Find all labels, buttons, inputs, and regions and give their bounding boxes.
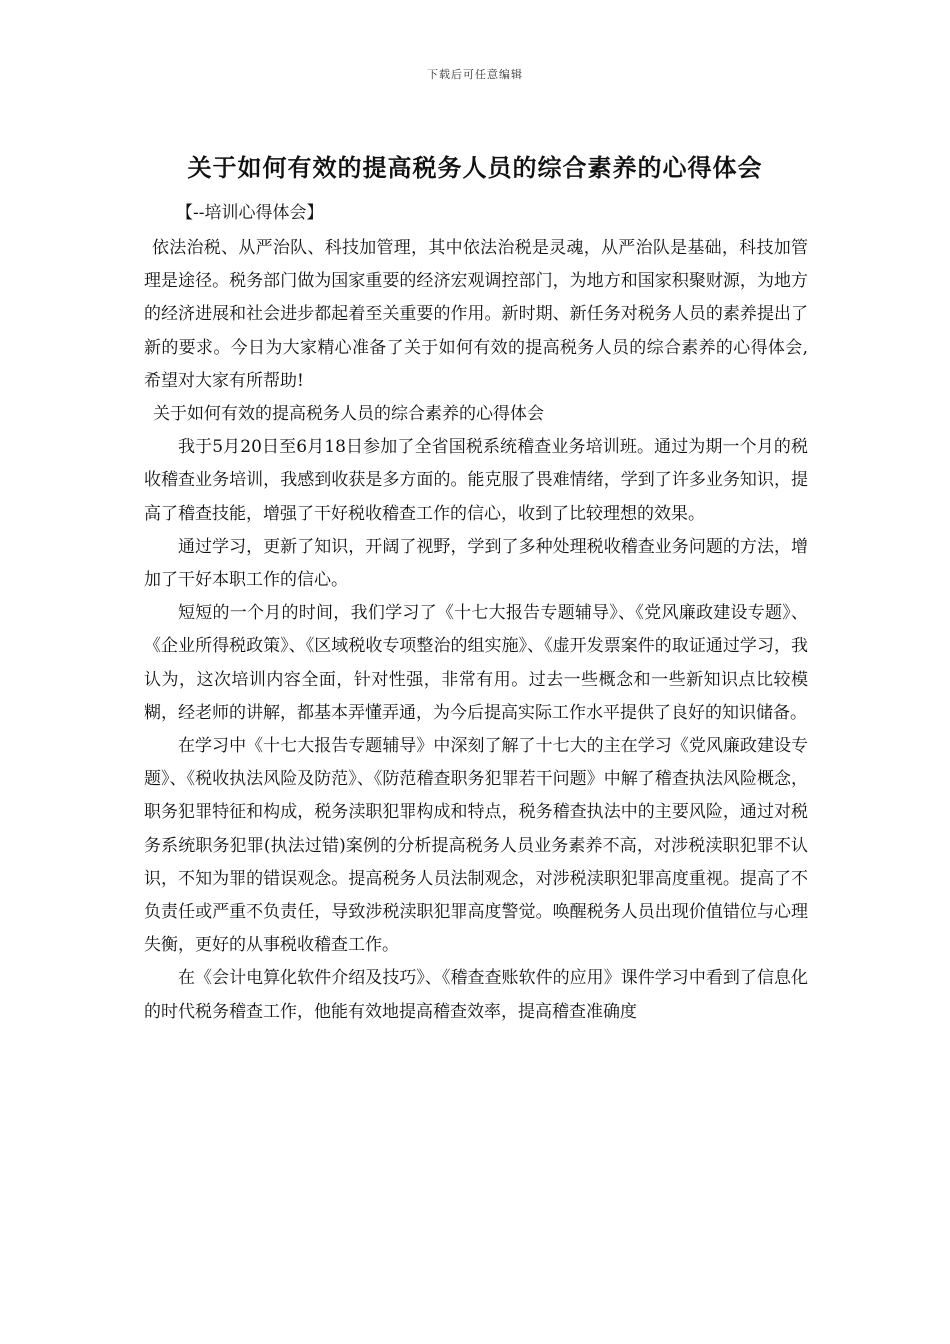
paragraph-informatization: 在《会计电算化软件介绍及技巧》、《稽查查账软件的应用》课件学习中看到了信息化的时代税务稽查工作，他能有效地提高稽查效率，提高稽查准确度: [144, 968, 808, 1022]
header-note: 下载后可任意编辑: [427, 68, 523, 81]
paragraph-intro: 依法治税、从严治队、科技加管理，其中依法治税是灵魂，从严治队是基础，科技加管理是途径。税务部门做为国家重要的经济宏观调控部门，为地方和国家积聚财源，为地方的经济进展和社会进步都起着至关重要的作用。新时期、新任务对税务人员的素养提出了新的要求。今日为大家精心准备了关于如何有效的提高税务人员的综合素养的心得体会,希望对大家有所帮助!: [144, 238, 808, 391]
document-title: 关于如何有效的提高税务人员的综合素养的心得体会: [187, 153, 763, 182]
document-subtitle: 【--培训心得体会】: [176, 203, 324, 223]
paragraph-course-list: 短短的一个月的时间，我们学习了《十七大报告专题辅导》、《党风廉政建设专题》、《企业所得税政策》、《区域税收专项整治的组实施》、《虚开发票案件的取证通过学习，我认为，这次培训内容全面，针对性强，非常有用。过去一些概念和一些新知识点比较模糊，经老师的讲解，都基本弄懂弄通，为今后提高实际工作水平提供了良好的知识储备。: [144, 603, 808, 723]
paragraph-section-title: 关于如何有效的提高税务人员的综合素养的心得体会: [153, 404, 544, 425]
paragraph-training-overview: 我于5月20日至6月18日参加了全省国税系统稽查业务培训班。通过为期一个月的税收稽查业务培训，我感到收获是多方面的。能克服了畏难情绪，学到了许多业务知识，提高了稽查技能，增强了干好税收稽查工作的信心，收到了比较理想的效果。: [144, 437, 808, 524]
document-body: [144, 232, 808, 1029]
paragraph-learning-gains: 通过学习，更新了知识，开阔了视野，学到了多种处理税收稽查业务问题的方法，增加了干好本职工作的信心。: [144, 536, 808, 591]
paragraph-risk-awareness: 在学习中《十七大报告专题辅导》中深刻了解了十七大的主在学习《党风廉政建设专题》、《税收执法风险及防范》、《防范稽查职务犯罪若干问题》中解了稽查执法风险概念，职务犯罪特征和构成，税务渎职犯罪构成和特点，税务稽查执法中的主要风险，通过对税务系统职务犯罪(执法过错)案例的分析提高税务人员业务素养不高，对涉税渎职犯罪不认识，不知为罪的错误观念。提高税务人员法制观念，对涉税渎职犯罪高度重视。提高了不负责任或严重不负责任，导致涉税渎职犯罪高度警觉。唤醒税务人员出现价值错位与心理失衡，更好的从事税收稽查工作。: [144, 736, 808, 956]
